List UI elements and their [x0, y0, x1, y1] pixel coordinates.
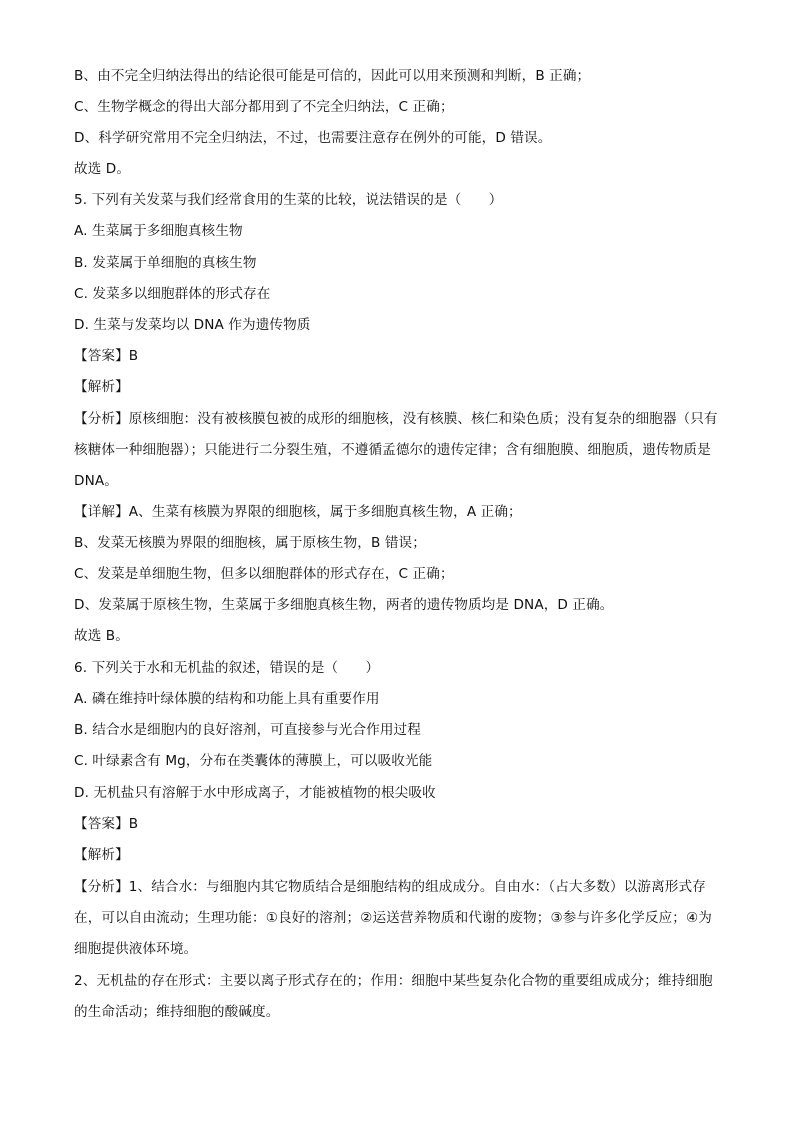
answer-label: 【答案】B	[74, 348, 139, 364]
text-line: 故选 B。	[74, 628, 129, 644]
text-line: B、发菜无核膜为界限的细胞核，属于原核生物，B 错误；	[74, 535, 426, 551]
text-line: C、发菜是单细胞生物，但多以细胞群体的形式存在，C 正确；	[74, 566, 454, 582]
question-stem: 6. 下列关于水和无机盐的叙述，错误的是（ ）	[74, 660, 380, 676]
analysis-label: 【解析】	[74, 847, 129, 863]
analysis-paragraph: 【分析】1、结合水：与细胞内其它物质结合是细胞结构的组成成分。自由水：（占大多数）以游离形式存在，可以自由流动；生理功能：①良好的溶剂；②运送营养物质和代谢的废物；③参与许多化学反应；④为细胞提供液体环境。	[74, 879, 712, 957]
text-line: D、科学研究常用不完全归纳法，不过，也需要注意存在例外的可能，D 错误。	[74, 130, 552, 146]
option-c: C. 叶绿素含有 Mg，分布在类囊体的薄膜上，可以吸收光能	[74, 753, 433, 769]
question-stem: 5. 下列有关发菜与我们经常食用的生菜的比较，说法错误的是（ ）	[74, 192, 503, 208]
option-b: B. 发菜属于单细胞的真核生物	[74, 255, 257, 271]
option-d: D. 生菜与发菜均以 DNA 作为遗传物质	[74, 317, 311, 333]
option-a: A. 生菜属于多细胞真核生物	[74, 223, 243, 239]
text-line: 【详解】A、生菜有核膜为界限的细胞核，属于多细胞真核生物，A 正确；	[74, 504, 522, 520]
text-line: C、生物学概念的得出大部分都用到了不完全归纳法，C 正确；	[74, 99, 454, 115]
option-a: A. 磷在维持叶绿体膜的结构和功能上具有重要作用	[74, 691, 380, 707]
answer-label: 【答案】B	[74, 816, 139, 832]
option-c: C. 发菜多以细胞群体的形式存在	[74, 286, 271, 302]
analysis-label: 【解析】	[74, 379, 129, 395]
option-b: B. 结合水是细胞内的良好溶剂，可直接参与光合作用过程	[74, 722, 421, 738]
analysis-paragraph: 2、无机盐的存在形式：主要以离子形式存在的；作用：细胞中某些复杂化合物的重要组成成分；维持细胞的生命活动；维持细胞的酸碱度。	[74, 973, 713, 1020]
analysis-paragraph: 【分析】原核细胞：没有被核膜包被的成形的细胞核，没有核膜、核仁和染色质；没有复杂的细胞器（只有核糖体一种细胞器）；只能进行二分裂生殖，不遵循孟德尔的遗传定律；含有细胞膜、细胞质，遗传物质是 DNA。	[74, 411, 718, 489]
text-line: D、发菜属于原核生物，生菜属于多细胞真核生物，两者的遗传物质均是 DNA，D 正确。	[74, 597, 614, 613]
option-d: D. 无机盐只有溶解于水中形成离子，才能被植物的根尖吸收	[74, 785, 436, 801]
text-line: 故选 D。	[74, 161, 131, 177]
text-line: B、由不完全归纳法得出的结论很可能是可信的，因此可以用来预测和判断，B 正确；	[74, 68, 591, 84]
